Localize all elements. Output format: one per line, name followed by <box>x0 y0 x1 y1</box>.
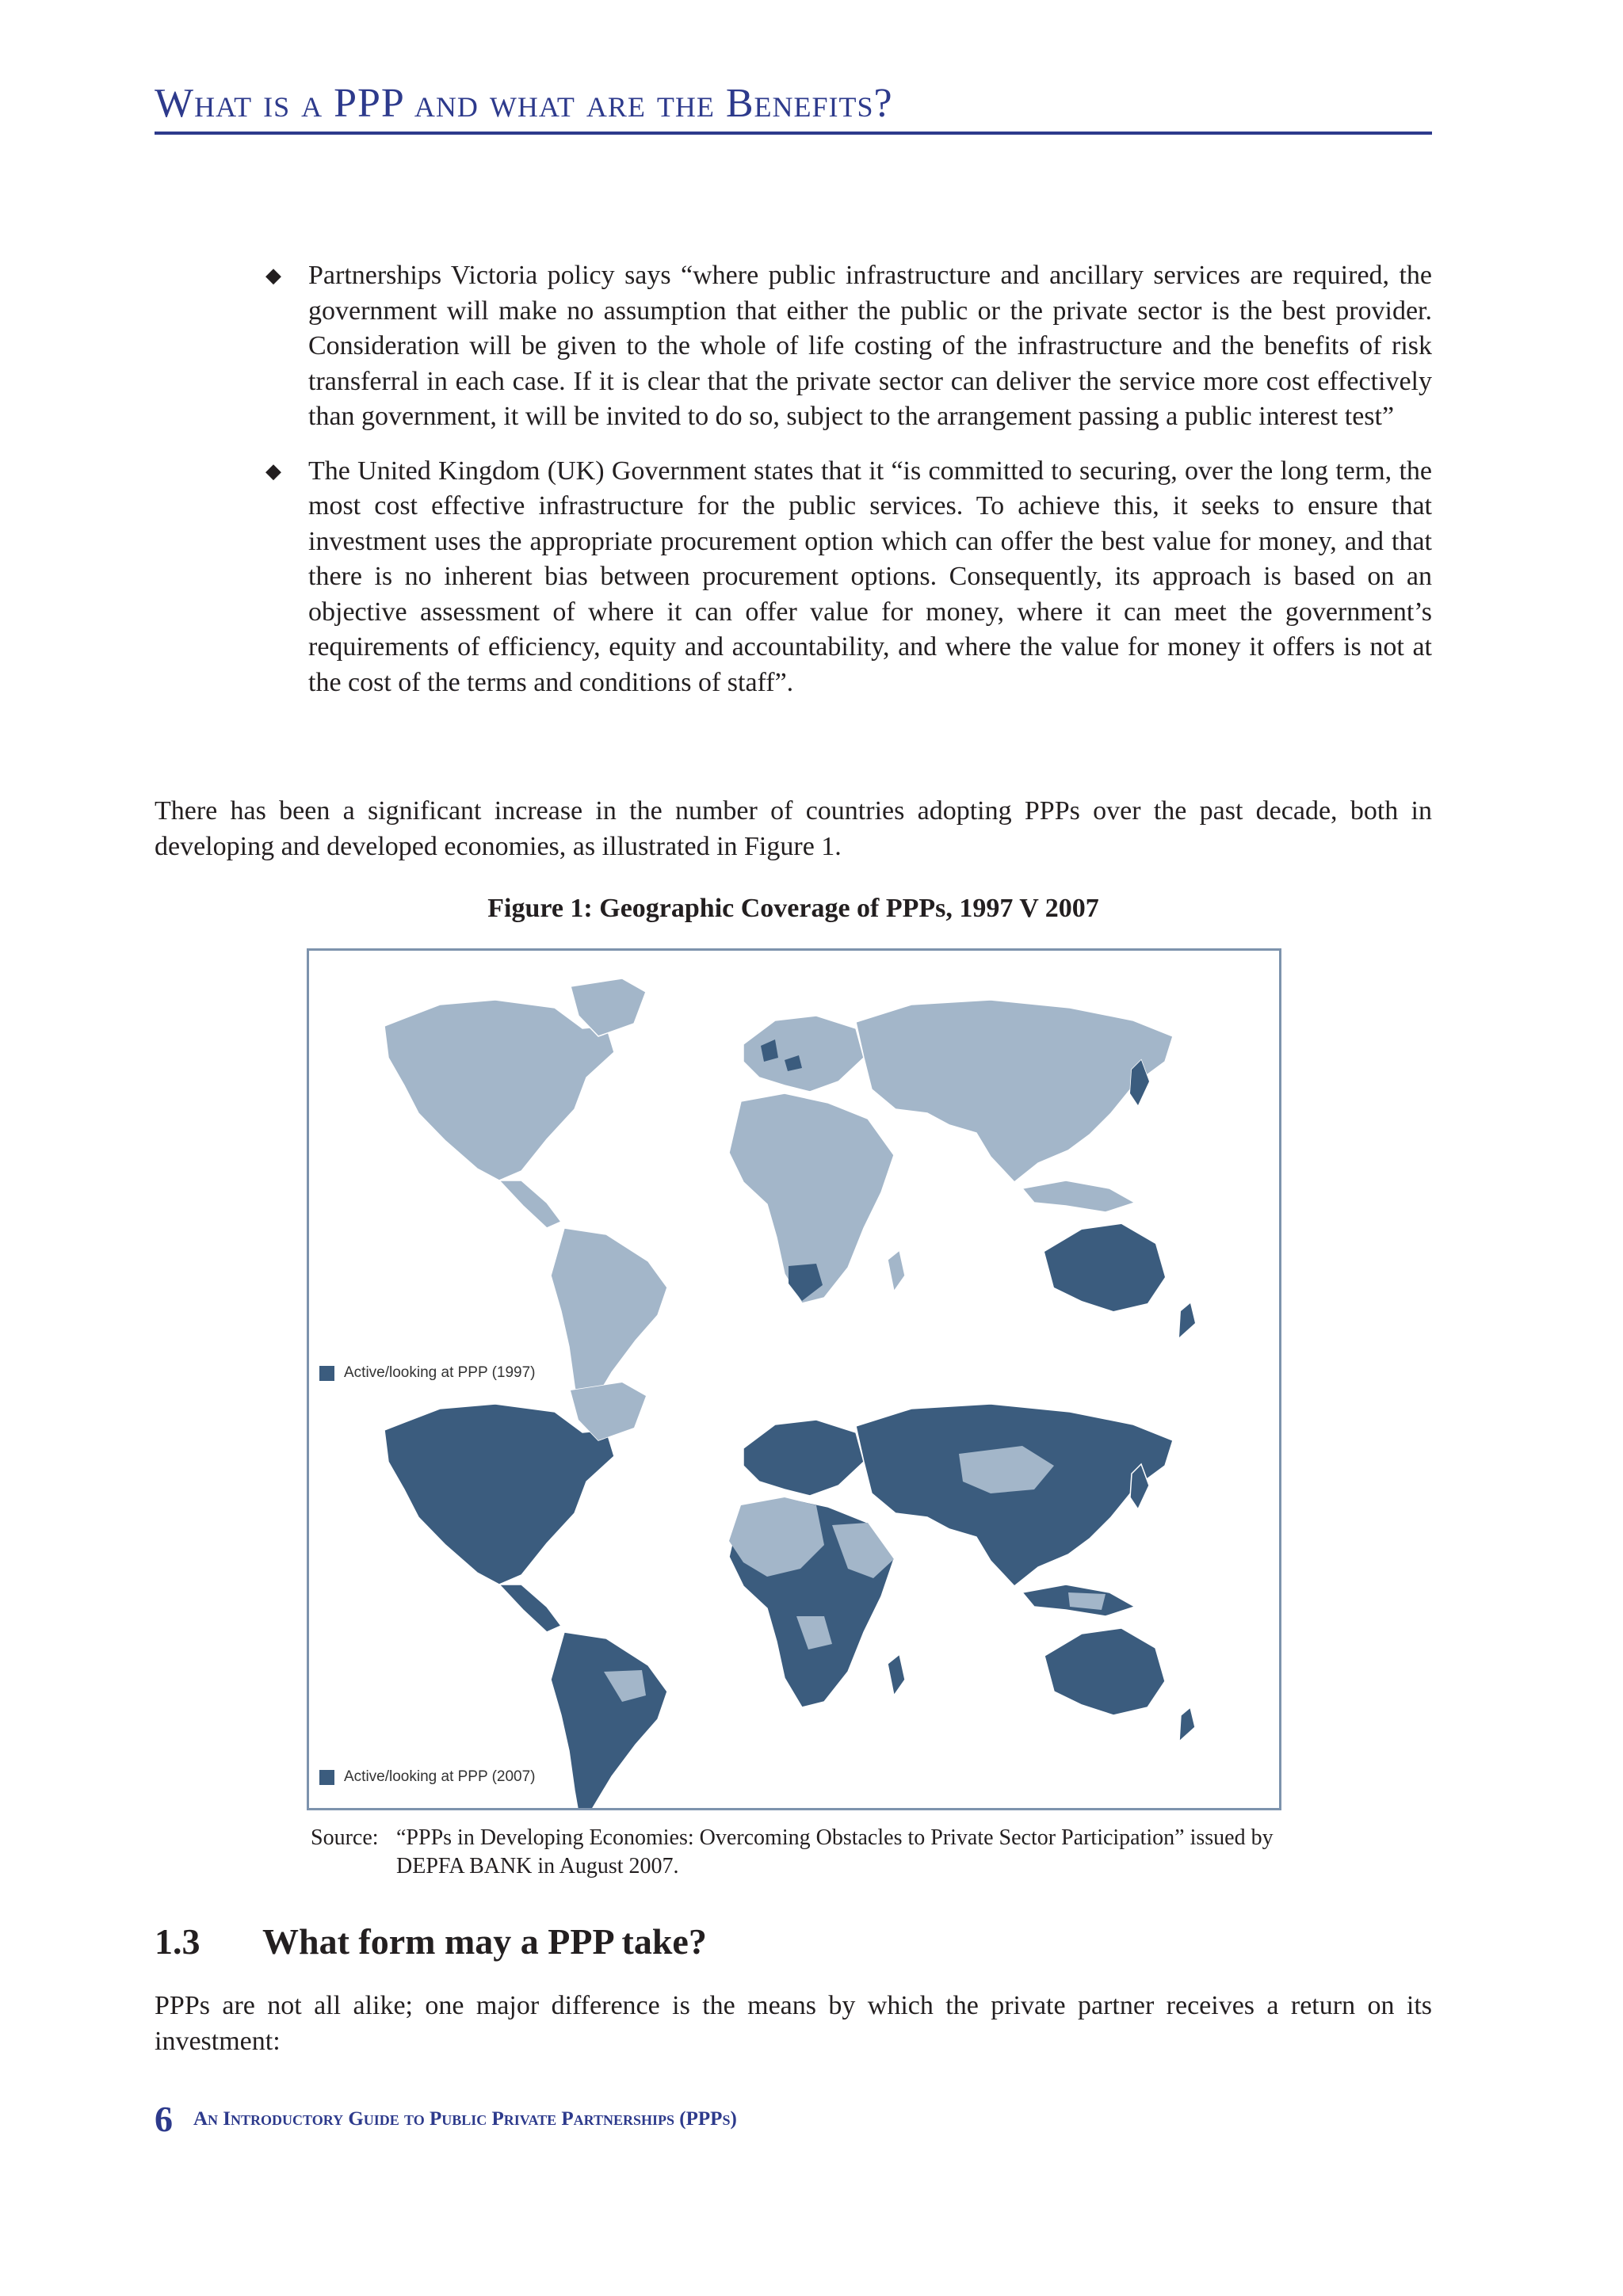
bullet-text: Partnerships Victoria policy says “where public infrastructure and ancillary services are required, the government will make no assumption that either the public or the private sector is the best provider. Consideration will be given to the whole of life costing of the infrastructure and the benefits of risk transferral in each case. If it is clear that the private sector can deliver the service more cost effectively than government, it will be invited to do so, subject to the arrangement passing a public interest test” <box>308 261 1432 431</box>
page-footer <box>155 2098 737 2140</box>
diamond-bullet-icon: ◆ <box>265 459 281 482</box>
legend-1997 <box>319 1364 536 1382</box>
body-paragraph: PPPs are not all alike; one major difference is the means by which the private partner receives a return on its investment: <box>155 1991 1432 2056</box>
page-number: 6 <box>155 2099 173 2139</box>
source-label: Source: <box>311 1825 379 1850</box>
footer-title: An Introductory Guide to Public Private Partnerships (PPPs) <box>193 2107 737 2130</box>
section-title: What form may a PPP take? <box>262 1921 707 1962</box>
section-heading <box>155 1920 707 1962</box>
legend-label-2007: Active/looking at PPP (2007) <box>344 1768 536 1785</box>
section-number: 1.3 <box>155 1921 200 1962</box>
figure-map-frame <box>307 948 1281 1810</box>
map-2007 <box>384 1383 1195 1808</box>
legend-2007 <box>319 1768 536 1786</box>
page-header <box>155 79 1432 135</box>
legend-label-1997: Active/looking at PPP (1997) <box>344 1364 536 1381</box>
diamond-bullet-icon: ◆ <box>265 264 281 287</box>
source-text: “PPPs in Developing Economies: Overcoming Obstacles to Private Sector Participation” issued by DEPFA BANK in August 2007. <box>396 1825 1274 1878</box>
bullet-item <box>265 258 1432 435</box>
bullet-list <box>265 258 1432 719</box>
body-paragraph: There has been a significant increase in the number of countries adopting PPPs over the past decade, both in developing and developed economies, as illustrated in Figure 1. <box>155 796 1432 861</box>
header-title: What is a PPP and what are the Benefits? <box>155 81 893 126</box>
bullet-text: The United Kingdom (UK) Government states that it “is committed to securing, over the long term, the most cost effective infrastructure for the public services. To achieve this, it seeks to ensure that investment uses the appropriate procurement option which can offer the best value for money, and that there is no inherent bias between procurement options. Consequently, its approach is based on an objective assessment of where it can offer value for money, where it can meet the government’s requirements of efficiency, equity and accountability, and where the value for money it offers is not at the cost of the terms and conditions of staff”. <box>308 456 1432 697</box>
bullet-item <box>265 454 1432 701</box>
figure-title: Figure 1: Geographic Coverage of PPPs, 1997 V 2007 <box>487 894 1099 923</box>
map-1997 <box>384 978 1195 1418</box>
legend-swatch-2007 <box>319 1770 334 1785</box>
legend-swatch-1997 <box>319 1366 334 1381</box>
